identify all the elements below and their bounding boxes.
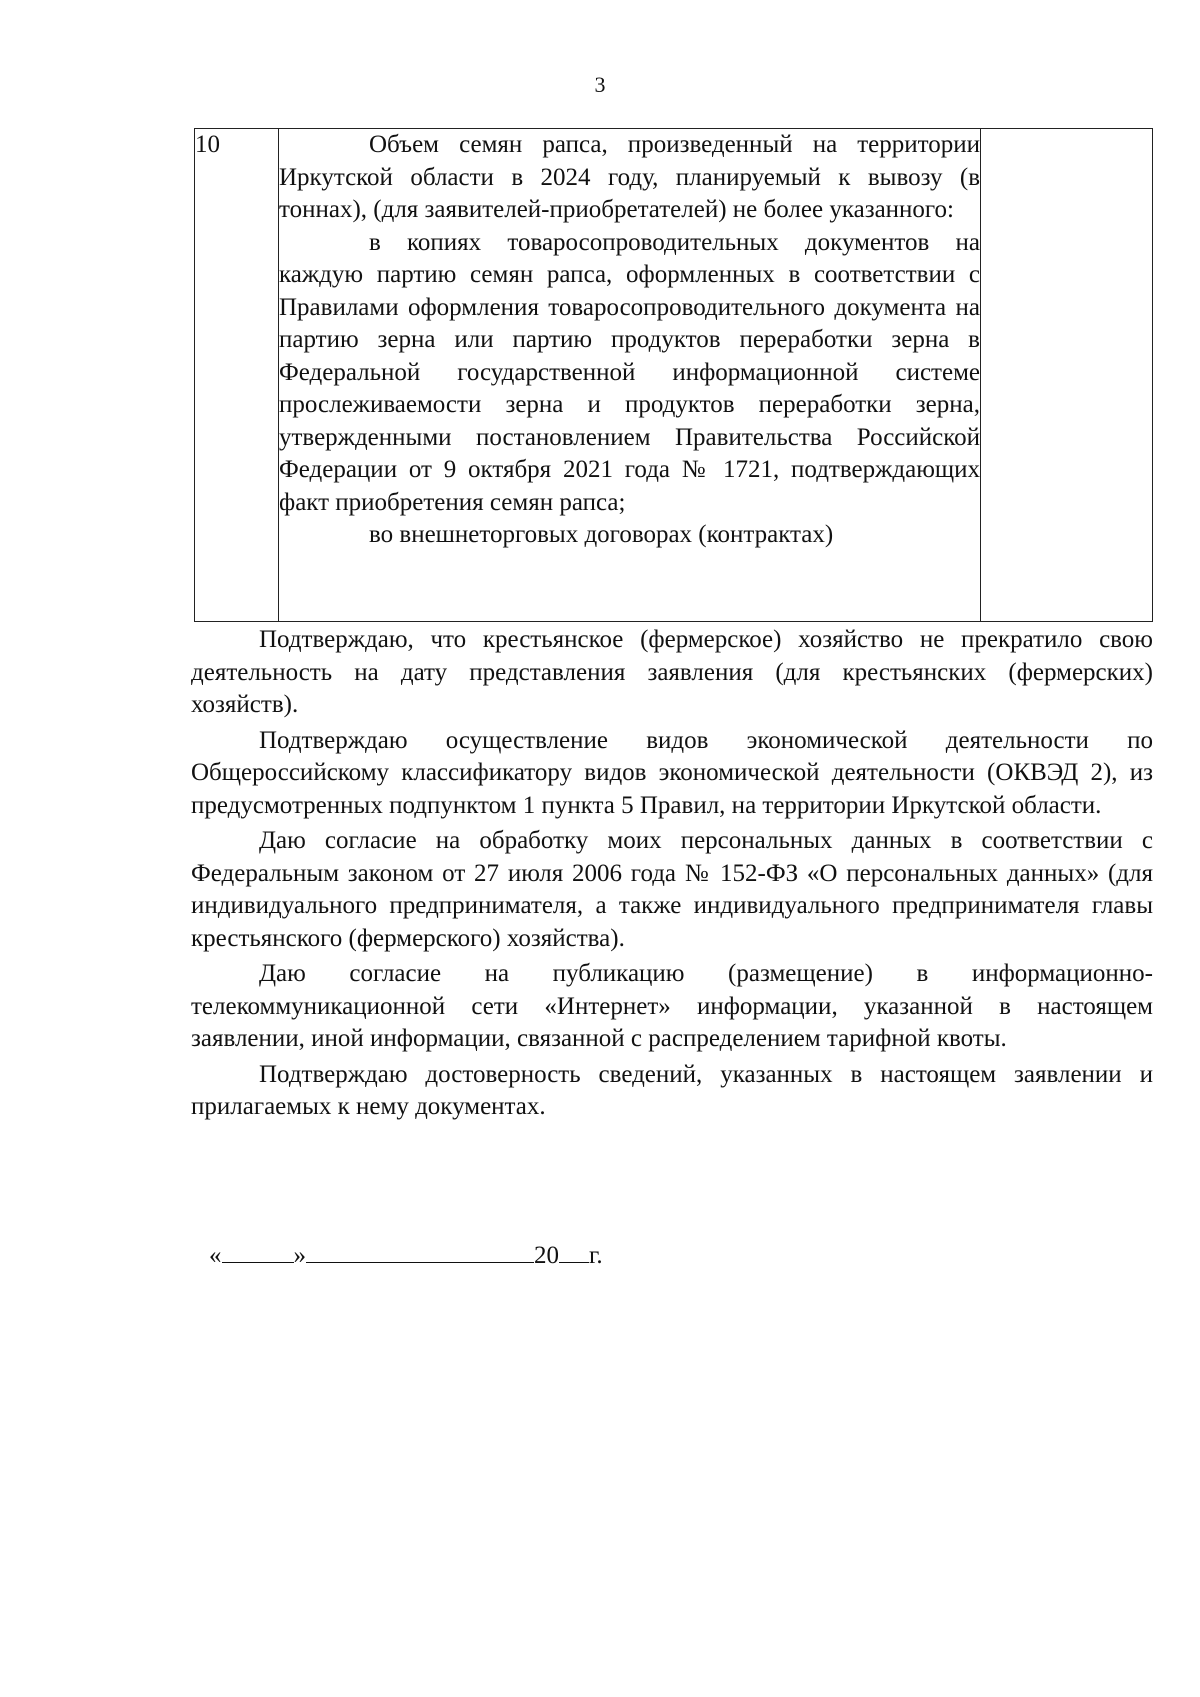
description-paragraph: во внешнеторговых договорах (контрактах) xyxy=(369,521,834,548)
statement-accuracy: Подтверждаю достоверность сведений, указанных в настоящем заявлении и прилагаемых к нему документах. xyxy=(191,1060,1153,1120)
statement-farm-activity: Подтверждаю, что крестьянское (фермерское) хозяйство не прекратило свою деятельность на дату представления заявления (для крестьянских (фермерских) хозяйств). xyxy=(191,626,1153,718)
date-close-quote: » xyxy=(293,1242,306,1269)
row-value-cell xyxy=(981,129,1153,622)
description-paragraph: в копиях товаросопроводительных документов на каждую партию семян рапса, оформленных в соответствии с Правилами оформления товаросопроводительного документа на партию зерна или партию продуктов переработки зерна в Федеральной государственной информационной системе прослеживаемости зерна и продуктов переработки зерна, утвержденными постановлением Правительства Российской Федерации от 9 октября 2021 года № 1721, подтверждающих факт приобретения семян рапса; xyxy=(279,228,980,516)
table-row xyxy=(195,129,1153,622)
statement-publication-consent: Даю согласие на публикацию (размещение) в информационно-телекоммуникационной сети «Интернет» информации, указанной в настоящем заявлении, иной информации, связанной с распределением тарифной квоты. xyxy=(191,960,1153,1052)
requirements-table xyxy=(194,128,1153,622)
description-paragraph: Объем семян рапса, произведенный на территории Иркутской области в 2024 году, планируемый к вывозу (в тоннах), (для заявителей-приобретателей) не более указанного: xyxy=(279,131,980,223)
statement-okved: Подтверждаю осуществление видов экономической деятельности по Общероссийскому классификатору видов экономической деятельности (ОКВЭД 2), из предусмотренных подпунктом 1 пункта 5 Правил, на территории Иркутской области. xyxy=(191,726,1153,819)
page-number: 3 xyxy=(594,72,606,97)
month-blank xyxy=(306,1240,534,1263)
row-number: 10 xyxy=(195,129,279,622)
date-open-quote: « xyxy=(209,1242,222,1269)
date-line xyxy=(209,1240,603,1270)
confirmation-statements xyxy=(191,624,1153,1127)
row-description xyxy=(279,129,981,622)
statement-personal-data-consent: Даю согласие на обработку моих персональных данных в соответствии с Федеральным законом от 27 июля 2006 года № 152-ФЗ «О персональных данных» (для индивидуального предпринимателя, а также индивидуального предпринимателя главы крестьянского (фермерского) хозяйства). xyxy=(191,827,1153,952)
year-blank xyxy=(559,1240,589,1263)
day-blank xyxy=(222,1240,294,1263)
year-suffix: г. xyxy=(589,1242,603,1269)
year-prefix: 20 xyxy=(534,1242,559,1269)
